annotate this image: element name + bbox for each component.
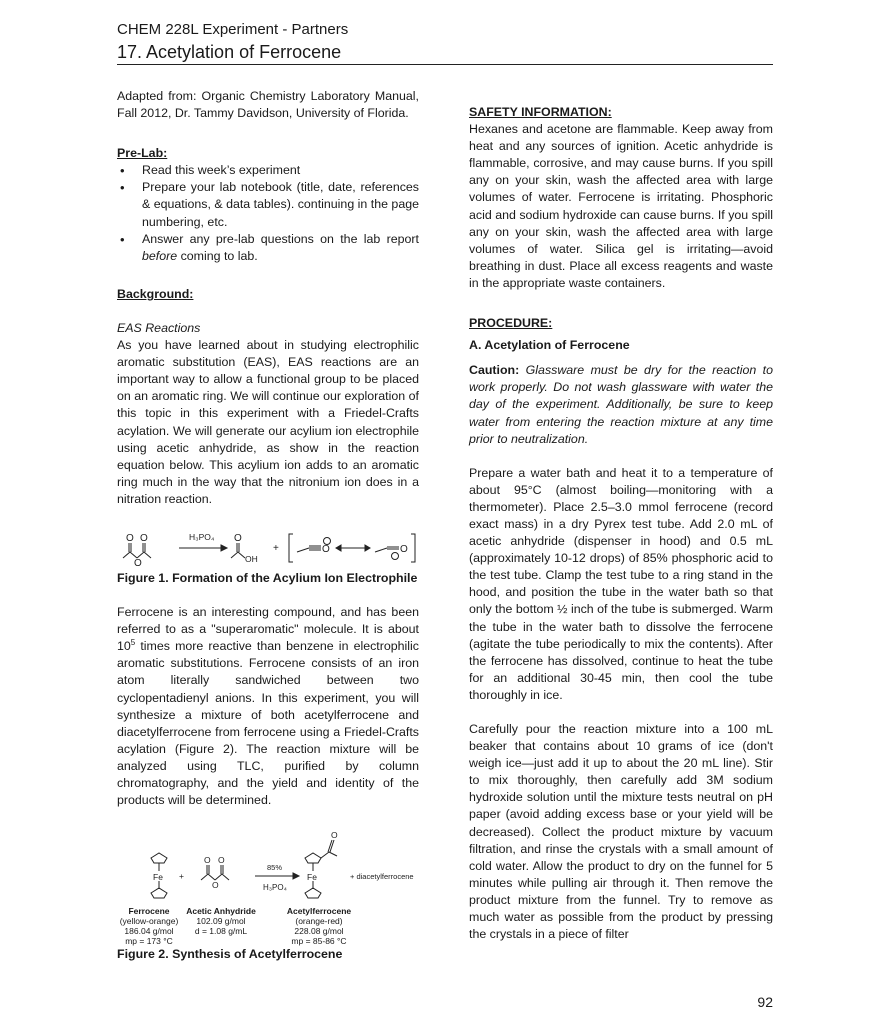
oxygen-label: O <box>140 532 148 544</box>
anhydride-density: d = 1.08 g/mL <box>194 926 248 937</box>
figure-2 <box>117 818 419 946</box>
eas-paragraph: As you have learned about in studying electrophilic aromatic substitution (EAS), EAS reactions are an important way to allow a functional group to be placed on an aromatic ring. We will continue our exploration of this topic in this experiment with a Friedel-Crafts acylation. We will generate our acylium ion electrophile using acetic anhydride, as show in the reaction equation below. This acylium ion adds to an aromatic ring much in the way that the nitronium ion does in a nitration reaction. <box>117 338 419 506</box>
plus-sign: + <box>179 871 184 882</box>
prelab-item <box>117 231 419 265</box>
prelab-heading: Pre-Lab: <box>117 146 168 161</box>
page-number: 92 <box>757 994 773 1010</box>
ferrocene-color: (yellow-orange) <box>119 916 179 927</box>
experiment-title: 17. Acetylation of Ferrocene <box>117 42 342 62</box>
prelab-list <box>117 162 419 265</box>
caution-label: Caution: <box>469 363 520 378</box>
acetylferrocene-mw: 228.08 g/mol <box>294 926 344 937</box>
oxygen-label: O <box>212 880 219 891</box>
ferrocene-name: Ferrocene <box>128 906 170 917</box>
course-title: CHEM 228L Experiment - Partners <box>117 21 349 38</box>
prelab-item: • Prepare your lab notebook (title, date, references & equations, & data tables). continuing in the page numbering, etc. <box>117 179 419 230</box>
oxygen-label: O <box>400 543 408 555</box>
anhydride-mw: 102.09 g/mol <box>196 916 246 927</box>
ferrocene-paragraph <box>117 604 419 809</box>
procedure-heading: PROCEDURE: <box>469 316 553 331</box>
eas-subheading: EAS Reactions <box>117 320 201 335</box>
ferrocene-data <box>117 906 181 946</box>
plus-sign: + <box>273 542 279 554</box>
procedure-paragraph-2: Carefully pour the reaction mixture into a 100 mL beaker that contains about 10 grams of ice (don't weigh ice—just add it up to about the 20 mL line). Stir to mix thoroughly, then carefully add 3M sodium hydroxide solution until the mixture tests neutral on pH paper (avoid adding excess base or your yield will be decreased). Collect the product mixture by vacuum filtration, and rinse the crystals with a small amount of cold water. Allow the product to dry on the funnel for 5 minutes while pulling air through it. Then remove the product mixture from the funnel. Try to remove as much water as possible from the product by pressing the crystals in a piece of filter <box>469 722 773 942</box>
acylium-formation-scheme <box>117 518 419 570</box>
figure-1 <box>117 518 419 570</box>
adapted-from: Adapted from: Organic Chemistry Laboratory Manual, Fall 2012, Dr. Tammy Davidson, University of Florida. <box>117 89 419 121</box>
oxygen-label: O <box>204 855 211 866</box>
section-a-heading: A. Acetylation of Ferrocene <box>469 338 630 353</box>
fig2-byproduct: + diacetylferrocene <box>350 872 414 882</box>
oxygen-label: O <box>331 830 338 841</box>
prelab-item-emph: before <box>142 248 178 263</box>
ferrocene-mp: mp = 173 °C <box>125 936 173 947</box>
background-heading: Background: <box>117 286 194 301</box>
anhydride-data <box>183 906 259 936</box>
procedure-paragraph-1: Prepare a water bath and heat it to a temperature of about 95°C (almost boiling—monitoring with a thermometer). Place 2.5–3.0 mmol ferrocene (record exact mass) in a dry Pyrex test tube. Add 2.0 mL of acetic anhydride (dispenser in hood) and 0.5 mL (approximately 10-12 drops) of 85% phosphoric acid to the test tube. Clamp the test tube to a ring stand in the hood, and position the tube in the water bath so that only the bottom ½ inch of the tube is submerged. Warm the tube in the water bath to dissolve the ferrocene (agitate the tube periodically to mix the contents). After the ferrocene has dissolved, continue to heat the tube for an additional 30-45 min, then cool the tube thoroughly in ice. <box>469 465 773 702</box>
oxygen-label: O <box>234 532 242 544</box>
prelab-item-text: Answer any pre-lab questions on the lab report <box>142 231 419 246</box>
safety-heading: SAFETY INFORMATION: <box>469 105 612 119</box>
iron-label: Fe <box>307 872 317 883</box>
caution-text: Glassware must be dry for the reaction to work properly. Do not wash glassware with water the day of the experiment. Additionally, be sure to keep water from entering the reaction mixture at any time prior to neutralization. <box>469 363 773 446</box>
ferrocene-mw: 186.04 g/mol <box>124 926 174 937</box>
oxygen-label: O <box>218 855 225 866</box>
header-rule <box>117 64 773 65</box>
acetylferrocene-name: Acetylferrocene <box>286 906 352 917</box>
fig2-yield: 85% <box>267 863 283 873</box>
oxygen-label: O <box>126 532 134 544</box>
acetylferrocene-data <box>283 906 355 946</box>
caution-paragraph <box>469 362 773 447</box>
acetylferrocene-synthesis-scheme <box>117 818 427 904</box>
hydroxyl-label: OH <box>245 553 258 564</box>
oxygen-label: O <box>134 557 142 569</box>
prelab-item: • Read this week’s experiment <box>117 162 419 179</box>
fig1-reagent: H₃PO₄ <box>189 531 215 542</box>
figure-2-caption: Figure 2. Synthesis of Acetylferrocene <box>117 947 343 962</box>
fig2-reagent: H₃PO₄ <box>263 883 287 893</box>
page-header <box>117 20 773 64</box>
acetylferrocene-mp: mp = 85-86 °C <box>291 936 347 947</box>
figure-1-caption: Figure 1. Formation of the Acylium Ion Electrophile <box>117 570 418 585</box>
right-column <box>469 104 773 943</box>
ferrocene-text: times more reactive than benzene in electrophilic aromatic substitutions. Ferrocene consists of an iron atom literally sandwiched between two cyclopentadienyl anions. In this experiment, you will synthesize a mixture of both acetylferrocene and diacetylferrocene from ferrocene using a Friedel-Crafts acylation (Figure 2). The reaction mixture will be analyzed using TLC, purified by column chromatography, and the yield and identity of the products will be determined. <box>117 639 419 808</box>
ferrocene-superscript: 5 <box>130 638 136 648</box>
safety-paragraph: Hexanes and acetone are flammable. Keep away from heat and any sources of ignition. Acetic anhydride is flammable, corrosive, and may cause burns. If you spill any on your skin, wash the affected area with large volumes of water. Ferrocene is irritating. Phosphoric acid and sodium hydroxide can cause burns. If you spill any on your skin, wash the affected area with large volumes of water. Silica gel is irritating—avoid breathing in dust. Place all excess reagents and waste in the appropriate waste containers. <box>469 122 773 290</box>
prelab-item-text: coming to lab. <box>177 248 258 263</box>
anhydride-name: Acetic Anhydride <box>186 906 256 917</box>
acetylferrocene-color: (orange-red) <box>295 916 343 927</box>
oxygen-label: O <box>322 543 330 555</box>
left-column <box>117 88 419 963</box>
ferrocene-text: Ferrocene is an interesting compound, and has been referred to as a "superaromatic" molecule. It is about 10 <box>117 605 419 654</box>
iron-label: Fe <box>153 872 163 883</box>
